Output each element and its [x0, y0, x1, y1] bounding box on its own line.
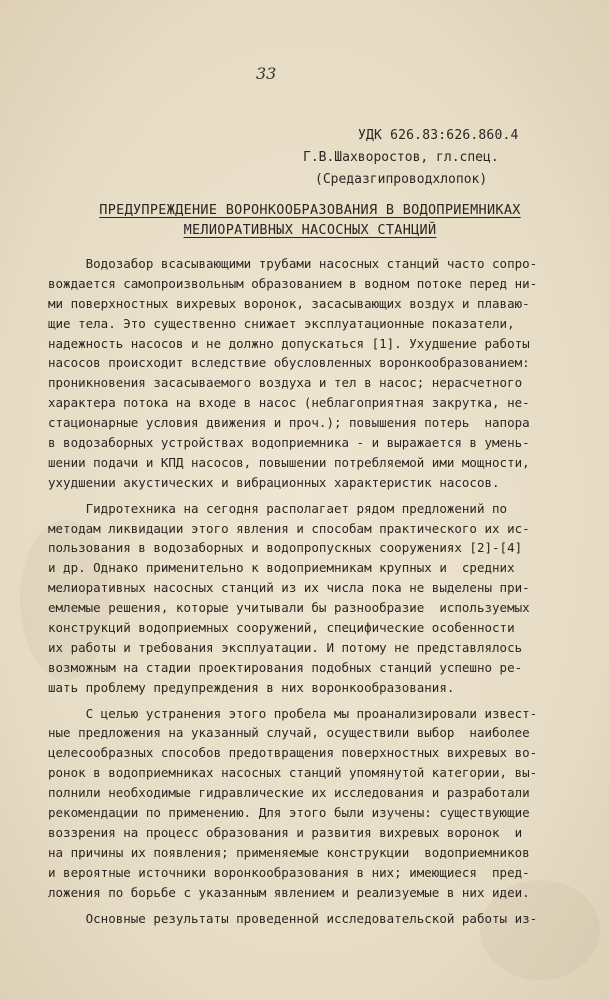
title-line: ПРЕДУПРЕЖДЕНИЕ ВОРОНКООБРАЗОВАНИЯ В ВОДОПРИЕМНИКАХ [99, 202, 521, 218]
body-line: методам ликвидации этого явления и способам практического их ис- [48, 520, 530, 536]
body-line: мелиоративных насосных станций из их числа пока не выделены при- [48, 580, 530, 596]
body-line: и вероятные источники воронкообразования в них; имеющиеся пред- [48, 864, 530, 880]
body-line: ронок в водоприемниках насосных станций упомянутой категории, вы- [48, 765, 538, 781]
body-line: вождается самопроизвольным образованием в водном потоке перед ни- [48, 275, 538, 291]
body-line: С целью устранения этого пробела мы проанализировали извест- [48, 705, 538, 721]
body-line: воззрения на процесс образования и развития вихревых воронок и [48, 824, 523, 840]
udk-code: УДК 626.83:626.860.4 [358, 128, 519, 143]
article-body [48, 254, 558, 928]
body-line: целесообразных способов предотвращения поверхностных вихревых во- [48, 745, 538, 761]
body-line: щие тела. Это существенно снижает эксплуатационные показатели, [48, 315, 515, 331]
body-line: на причины их появления; применяемые конструкции водоприемников [48, 844, 530, 860]
body-line: полнили необходимые гидравлические их исследования и разработали [48, 785, 530, 801]
body-line: рекомендации по применению. Для этого были изучены: существующие [48, 805, 530, 821]
body-line: проникновения засасываемого воздуха и тел в насос; нерасчетного [48, 375, 523, 391]
title-line: МЕЛИОРАТИВНЫХ НАСОСНЫХ СТАНЦИЙ [183, 222, 437, 238]
body-line: ные предложения на указанный случай, осуществили выбор наиболее [48, 725, 530, 741]
body-line: Гидротехника на сегодня располагает рядом предложений по [48, 500, 508, 516]
body-line: стационарные условия движения и проч.); повышения потерь напора [48, 415, 530, 431]
author-line: Г.В.Шахворостов, гл.спец. [303, 150, 499, 165]
body-line: возможным на стадии проектирования подобных станций успешно ре- [48, 659, 523, 675]
page-number: 33 [256, 64, 277, 83]
body-line: характера потока на входе в насос (неблагоприятная закрутка, не- [48, 395, 530, 411]
body-line: в водозаборных устройствах водоприемника - и выражается в умень- [48, 435, 530, 451]
body-line: Водозабор всасывающими трубами насосных станций часто сопро- [48, 256, 538, 271]
article-title [60, 200, 560, 240]
body-line: их работы и требования эксплуатации. И потому не представлялось [48, 639, 523, 655]
body-line: и др. Однако применительно к водоприемникам крупных и средних [48, 560, 515, 576]
body-line: Основные результаты проведенной исследовательской работы из- [48, 910, 538, 926]
body-line: ложения по борьбе с указанным явлением и реализуемые в них идеи. [48, 884, 530, 900]
affiliation-line: (Средазгипроводхлопок) [315, 172, 488, 187]
body-line: шать проблему предупреждения в них воронкообразования. [48, 679, 455, 695]
body-line: насосов происходит вследствие обусловленных воронкообразованием: [48, 355, 530, 371]
body-line: шении подачи и КПД насосов, повышении потребляемой ими мощности, [48, 454, 530, 470]
body-line: пользования в водозаборных и водопропускных сооружениях [2]-[4] [48, 540, 523, 556]
body-line: ми поверхностных вихревых воронок, засасывающих воздух и плаваю- [48, 295, 530, 311]
body-line: ухудшении акустических и вибрационных характеристик насосов. [48, 474, 500, 490]
body-line: надежность насосов и не должно допускаться [1]. Ухудшение работы [48, 335, 530, 351]
body-line: конструкций водоприемных сооружений, специфические особенности [48, 620, 515, 636]
body-line: емлемые решения, которые учитывали бы разнообразие используемых [48, 600, 530, 616]
